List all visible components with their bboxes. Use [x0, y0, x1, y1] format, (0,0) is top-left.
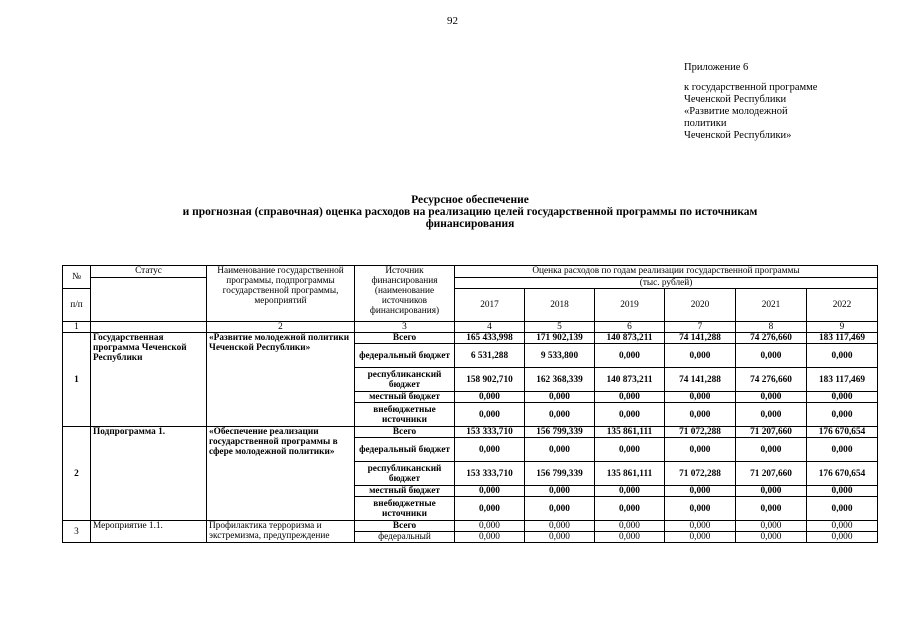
source-cell: республиканский бюджет — [355, 462, 455, 486]
row-number: 1 — [63, 333, 91, 427]
value-cell: 0,000 — [595, 486, 665, 497]
annex-heading: Приложение 6 — [684, 62, 749, 73]
value-cell: 176 670,654 — [807, 462, 878, 486]
header-source: Источник финансирования (наименование источников финансирования) — [355, 266, 455, 322]
annex-line: Чеченской Республики — [684, 94, 787, 105]
col-number: 6 — [595, 322, 665, 333]
value-cell: 0,000 — [665, 532, 736, 543]
header-year: 2021 — [736, 289, 807, 322]
value-cell: 0,000 — [665, 344, 736, 368]
header-name: Наименование государственной программы, подпрограммы государственной программы, мероприятий — [207, 266, 355, 322]
value-cell: 0,000 — [665, 497, 736, 521]
value-cell: 0,000 — [736, 438, 807, 462]
document-title — [100, 194, 840, 230]
source-cell: федеральный бюджет — [355, 344, 455, 368]
value-cell: 0,000 — [665, 438, 736, 462]
col-number: 9 — [807, 322, 878, 333]
value-cell: 0,000 — [807, 521, 878, 532]
col-number: 3 — [355, 322, 455, 333]
value-cell: 6 531,288 — [455, 344, 525, 368]
title-line: Ресурсное обеспечение — [411, 194, 529, 206]
row-status: Государственная программа Чеченской Республики — [91, 333, 207, 427]
source-cell: Всего — [355, 333, 455, 344]
value-cell: 0,000 — [807, 438, 878, 462]
value-cell: 71 207,660 — [736, 462, 807, 486]
value-cell: 74 141,288 — [665, 333, 736, 344]
value-cell: 176 670,654 — [807, 427, 878, 438]
value-cell: 0,000 — [595, 438, 665, 462]
value-cell: 0,000 — [665, 403, 736, 427]
value-cell: 0,000 — [525, 486, 595, 497]
value-cell: 140 873,211 — [595, 368, 665, 392]
row-number: 2 — [63, 427, 91, 521]
value-cell: 0,000 — [807, 532, 878, 543]
value-cell: 0,000 — [595, 403, 665, 427]
table-row — [63, 521, 878, 532]
source-cell: внебюджетные источники — [355, 497, 455, 521]
value-cell: 0,000 — [736, 403, 807, 427]
column-number-row — [63, 322, 878, 333]
annex-line: политики — [684, 118, 727, 129]
value-cell: 0,000 — [455, 497, 525, 521]
value-cell: 74 276,660 — [736, 368, 807, 392]
value-cell: 0,000 — [736, 532, 807, 543]
value-cell: 153 333,710 — [455, 427, 525, 438]
value-cell: 0,000 — [807, 392, 878, 403]
row-status: Подпрограмма 1. — [91, 427, 207, 521]
value-cell: 140 873,211 — [595, 333, 665, 344]
value-cell: 9 533,800 — [525, 344, 595, 368]
value-cell: 156 799,339 — [525, 427, 595, 438]
value-cell: 0,000 — [595, 532, 665, 543]
source-cell: федеральный бюджет — [355, 438, 455, 462]
header-year: 2018 — [525, 289, 595, 322]
value-cell: 0,000 — [525, 392, 595, 403]
resource-table — [62, 265, 878, 543]
value-cell: 171 902,139 — [525, 333, 595, 344]
value-cell: 74 276,660 — [736, 333, 807, 344]
col-number: 2 — [207, 322, 355, 333]
value-cell: 0,000 — [525, 438, 595, 462]
value-cell: 135 861,111 — [595, 462, 665, 486]
value-cell: 0,000 — [595, 392, 665, 403]
value-cell: 0,000 — [455, 532, 525, 543]
value-cell: 0,000 — [455, 438, 525, 462]
header-no-sub: п/п — [63, 289, 91, 322]
value-cell: 71 207,660 — [736, 427, 807, 438]
header-status: Статус — [91, 266, 207, 278]
col-number: 4 — [455, 322, 525, 333]
value-cell: 158 902,710 — [455, 368, 525, 392]
row-status: Мероприятие 1.1. — [91, 521, 207, 543]
source-cell: местный бюджет — [355, 392, 455, 403]
value-cell: 0,000 — [525, 403, 595, 427]
value-cell: 0,000 — [736, 392, 807, 403]
value-cell: 0,000 — [455, 403, 525, 427]
header-no: № — [63, 266, 91, 289]
value-cell: 153 333,710 — [455, 462, 525, 486]
value-cell: 0,000 — [455, 486, 525, 497]
value-cell: 74 141,288 — [665, 368, 736, 392]
value-cell: 0,000 — [807, 403, 878, 427]
value-cell: 0,000 — [807, 486, 878, 497]
title-line: финансирования — [425, 218, 515, 230]
col-number: 8 — [736, 322, 807, 333]
row-name: Профилактика терроризма и экстремизма, предупреждение — [207, 521, 355, 543]
value-cell: 0,000 — [736, 521, 807, 532]
title-line: и прогнозная (справочная) оценка расходов на реализацию целей государственной программы по источникам — [182, 206, 758, 218]
value-cell: 0,000 — [525, 497, 595, 521]
value-cell: 0,000 — [736, 344, 807, 368]
annex-block — [684, 62, 817, 142]
value-cell: 0,000 — [807, 344, 878, 368]
source-cell: федеральный — [355, 532, 455, 543]
col-number — [91, 322, 207, 333]
value-cell: 71 072,288 — [665, 427, 736, 438]
annex-line: к государственной программе — [684, 82, 818, 93]
row-name: «Обеспечение реализации государственной программы в сфере молодежной политики» — [207, 427, 355, 521]
header-year: 2017 — [455, 289, 525, 322]
value-cell: 0,000 — [736, 486, 807, 497]
col-number: 1 — [63, 322, 91, 333]
source-cell: внебюджетные источники — [355, 403, 455, 427]
header-year: 2020 — [665, 289, 736, 322]
value-cell: 0,000 — [595, 497, 665, 521]
value-cell: 0,000 — [665, 486, 736, 497]
annex-line: «Развитие молодежной — [684, 106, 788, 117]
value-cell: 0,000 — [525, 521, 595, 532]
value-cell: 165 433,998 — [455, 333, 525, 344]
value-cell: 0,000 — [455, 392, 525, 403]
value-cell: 183 117,469 — [807, 368, 878, 392]
row-name: «Развитие молодежной политики Чеченской Республики» — [207, 333, 355, 427]
col-number: 7 — [665, 322, 736, 333]
header-year: 2022 — [807, 289, 878, 322]
row-number: 3 — [63, 521, 91, 543]
value-cell: 183 117,469 — [807, 333, 878, 344]
source-cell: Всего — [355, 521, 455, 532]
value-cell: 0,000 — [736, 497, 807, 521]
header-year: 2019 — [595, 289, 665, 322]
value-cell: 0,000 — [455, 521, 525, 532]
value-cell: 0,000 — [665, 521, 736, 532]
value-cell: 0,000 — [595, 521, 665, 532]
value-cell: 135 861,111 — [595, 427, 665, 438]
header-estimate: Оценка расходов по годам реализации государственной программы — [455, 266, 878, 278]
page-number: 92 — [447, 15, 458, 27]
header-status-blank — [91, 278, 207, 322]
header-units: (тыс. рублей) — [455, 278, 878, 289]
source-cell: местный бюджет — [355, 486, 455, 497]
value-cell: 156 799,339 — [525, 462, 595, 486]
annex-line: Чеченской Республики» — [684, 130, 792, 141]
value-cell: 71 072,288 — [665, 462, 736, 486]
value-cell: 0,000 — [807, 497, 878, 521]
table-row — [63, 333, 878, 344]
value-cell: 0,000 — [665, 392, 736, 403]
value-cell: 162 368,339 — [525, 368, 595, 392]
col-number: 5 — [525, 322, 595, 333]
table-row — [63, 427, 878, 438]
value-cell: 0,000 — [595, 344, 665, 368]
source-cell: республиканский бюджет — [355, 368, 455, 392]
value-cell: 0,000 — [525, 532, 595, 543]
source-cell: Всего — [355, 427, 455, 438]
